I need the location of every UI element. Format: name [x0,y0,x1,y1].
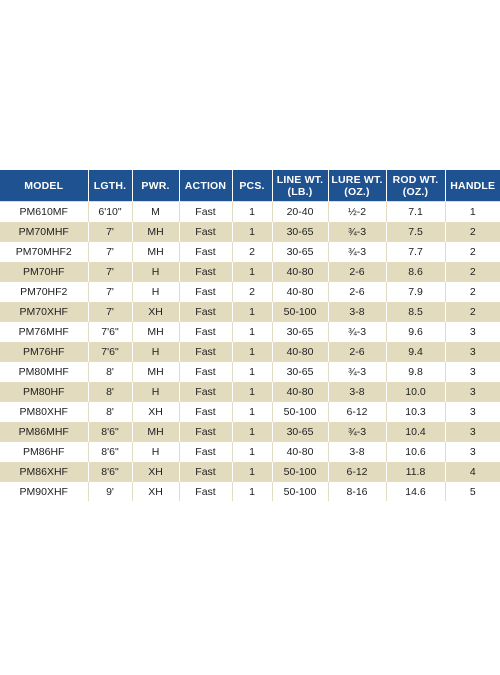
header-unit: (LB.) [287,185,313,198]
cell-rod-weight: 7.7 [386,242,445,262]
cell-power: MH [132,362,179,382]
cell-handle: 1 [445,202,500,222]
table-body [0,202,500,502]
cell-length: 7' [88,222,132,242]
cell-model: PM70HF2 [0,282,88,302]
rod-spec-table [0,170,500,501]
cell-rod-weight: 8.5 [386,302,445,322]
table-row [0,362,500,382]
cell-power: H [132,262,179,282]
cell-lure-weight: 2-6 [328,342,386,362]
cell-power: MH [132,222,179,242]
cell-model: PM70XHF [0,302,88,322]
cell-lure-weight: 3-8 [328,382,386,402]
cell-action: Fast [179,382,232,402]
cell-model: PM70MHF2 [0,242,88,262]
header-lure-weight [328,170,386,202]
table-row [0,202,500,222]
cell-lure-weight: ¾-3 [328,242,386,262]
cell-line-weight: 30-65 [272,242,328,262]
cell-handle: 3 [445,422,500,442]
cell-line-weight: 40-80 [272,342,328,362]
table-row [0,382,500,402]
cell-rod-weight: 14.6 [386,482,445,502]
cell-length: 7' [88,262,132,282]
cell-rod-weight: 10.6 [386,442,445,462]
header-label: LURE WT. [331,173,383,186]
cell-model: PM76HF [0,342,88,362]
cell-action: Fast [179,422,232,442]
cell-rod-weight: 10.4 [386,422,445,442]
cell-model: PM76MHF [0,322,88,342]
header-label: PCS. [239,179,265,192]
header-unit: (OZ.) [344,185,370,198]
cell-lure-weight: ¾-3 [328,322,386,342]
cell-lure-weight: 2-6 [328,282,386,302]
cell-pieces: 1 [232,402,272,422]
header-line-weight [272,170,328,202]
cell-action: Fast [179,342,232,362]
cell-rod-weight: 8.6 [386,262,445,282]
cell-model: PM610MF [0,202,88,222]
cell-handle: 3 [445,342,500,362]
cell-line-weight: 50-100 [272,462,328,482]
header-label: HANDLE [450,179,496,192]
cell-handle: 5 [445,482,500,502]
cell-handle: 3 [445,382,500,402]
cell-power: H [132,342,179,362]
cell-action: Fast [179,442,232,462]
cell-line-weight: 50-100 [272,402,328,422]
cell-handle: 3 [445,322,500,342]
cell-handle: 2 [445,262,500,282]
header-row [0,170,500,202]
cell-length: 7' [88,282,132,302]
cell-power: H [132,282,179,302]
cell-pieces: 1 [232,342,272,362]
cell-line-weight: 30-65 [272,362,328,382]
table-row [0,302,500,322]
header-length [88,170,132,202]
cell-length: 7'6" [88,322,132,342]
header-unit: (OZ.) [402,185,429,198]
cell-action: Fast [179,322,232,342]
cell-line-weight: 40-80 [272,282,328,302]
cell-lure-weight: 3-8 [328,442,386,462]
cell-handle: 3 [445,362,500,382]
cell-action: Fast [179,282,232,302]
table-row [0,282,500,302]
cell-pieces: 1 [232,302,272,322]
cell-action: Fast [179,402,232,422]
cell-length: 8' [88,362,132,382]
header-label: ROD WT. [392,173,439,186]
table-row [0,222,500,242]
cell-lure-weight: 6-12 [328,402,386,422]
cell-handle: 3 [445,402,500,422]
header-model [0,170,88,202]
cell-line-weight: 50-100 [272,482,328,502]
cell-action: Fast [179,482,232,502]
cell-pieces: 1 [232,482,272,502]
cell-model: PM80HF [0,382,88,402]
cell-action: Fast [179,222,232,242]
cell-rod-weight: 9.8 [386,362,445,382]
cell-action: Fast [179,462,232,482]
header-action [179,170,232,202]
cell-line-weight: 30-65 [272,322,328,342]
table-header [0,170,500,202]
cell-handle: 2 [445,242,500,262]
cell-pieces: 2 [232,282,272,302]
cell-line-weight: 30-65 [272,422,328,442]
cell-length: 6'10" [88,202,132,222]
table-row [0,322,500,342]
cell-lure-weight: ¾-3 [328,362,386,382]
cell-pieces: 1 [232,202,272,222]
cell-length: 8'6" [88,422,132,442]
cell-lure-weight: ½-2 [328,202,386,222]
cell-line-weight: 30-65 [272,222,328,242]
cell-action: Fast [179,242,232,262]
table-row [0,482,500,502]
cell-rod-weight: 10.0 [386,382,445,402]
header-label: PWR. [141,179,170,192]
cell-action: Fast [179,262,232,282]
cell-rod-weight: 9.4 [386,342,445,362]
cell-lure-weight: ¾-3 [328,422,386,442]
header-label: LGTH. [93,179,127,192]
cell-lure-weight: ¾-3 [328,222,386,242]
cell-rod-weight: 7.5 [386,222,445,242]
cell-model: PM86XHF [0,462,88,482]
cell-power: XH [132,402,179,422]
cell-pieces: 1 [232,322,272,342]
header-pieces [232,170,272,202]
cell-lure-weight: 8-16 [328,482,386,502]
table-row [0,462,500,482]
cell-line-weight: 40-80 [272,262,328,282]
cell-power: H [132,382,179,402]
cell-line-weight: 50-100 [272,302,328,322]
header-label: MODEL [24,179,64,192]
cell-model: PM80XHF [0,402,88,422]
cell-pieces: 2 [232,242,272,262]
table-row [0,402,500,422]
header-rod-weight [386,170,445,202]
header-handle [445,170,500,202]
cell-handle: 2 [445,282,500,302]
cell-pieces: 1 [232,382,272,402]
cell-line-weight: 40-80 [272,382,328,402]
cell-pieces: 1 [232,262,272,282]
cell-length: 7' [88,242,132,262]
cell-length: 8'6" [88,442,132,462]
cell-rod-weight: 9.6 [386,322,445,342]
cell-rod-weight: 7.1 [386,202,445,222]
cell-handle: 4 [445,462,500,482]
header-label: ACTION [184,179,227,192]
cell-pieces: 1 [232,462,272,482]
cell-handle: 2 [445,222,500,242]
cell-pieces: 1 [232,222,272,242]
cell-model: PM90XHF [0,482,88,502]
cell-power: H [132,442,179,462]
table-row [0,422,500,442]
table-row [0,242,500,262]
cell-rod-weight: 10.3 [386,402,445,422]
cell-power: MH [132,422,179,442]
cell-length: 8' [88,382,132,402]
cell-length: 8'6" [88,462,132,482]
table-row [0,262,500,282]
cell-line-weight: 20-40 [272,202,328,222]
cell-action: Fast [179,202,232,222]
cell-rod-weight: 7.9 [386,282,445,302]
cell-action: Fast [179,302,232,322]
header-label: LINE WT. [276,173,324,186]
cell-model: PM70HF [0,262,88,282]
table-row [0,442,500,462]
cell-power: MH [132,322,179,342]
cell-model: PM70MHF [0,222,88,242]
cell-length: 7'6" [88,342,132,362]
cell-pieces: 1 [232,442,272,462]
cell-length: 9' [88,482,132,502]
cell-lure-weight: 6-12 [328,462,386,482]
cell-model: PM80MHF [0,362,88,382]
cell-length: 8' [88,402,132,422]
cell-power: M [132,202,179,222]
cell-power: XH [132,482,179,502]
table-row [0,342,500,362]
cell-length: 7' [88,302,132,322]
cell-rod-weight: 11.8 [386,462,445,482]
header-power [132,170,179,202]
cell-lure-weight: 3-8 [328,302,386,322]
cell-model: PM86MHF [0,422,88,442]
cell-power: XH [132,302,179,322]
cell-power: XH [132,462,179,482]
cell-handle: 3 [445,442,500,462]
cell-action: Fast [179,362,232,382]
cell-model: PM86HF [0,442,88,462]
cell-line-weight: 40-80 [272,442,328,462]
cell-pieces: 1 [232,362,272,382]
cell-power: MH [132,242,179,262]
cell-pieces: 1 [232,422,272,442]
cell-lure-weight: 2-6 [328,262,386,282]
cell-handle: 2 [445,302,500,322]
